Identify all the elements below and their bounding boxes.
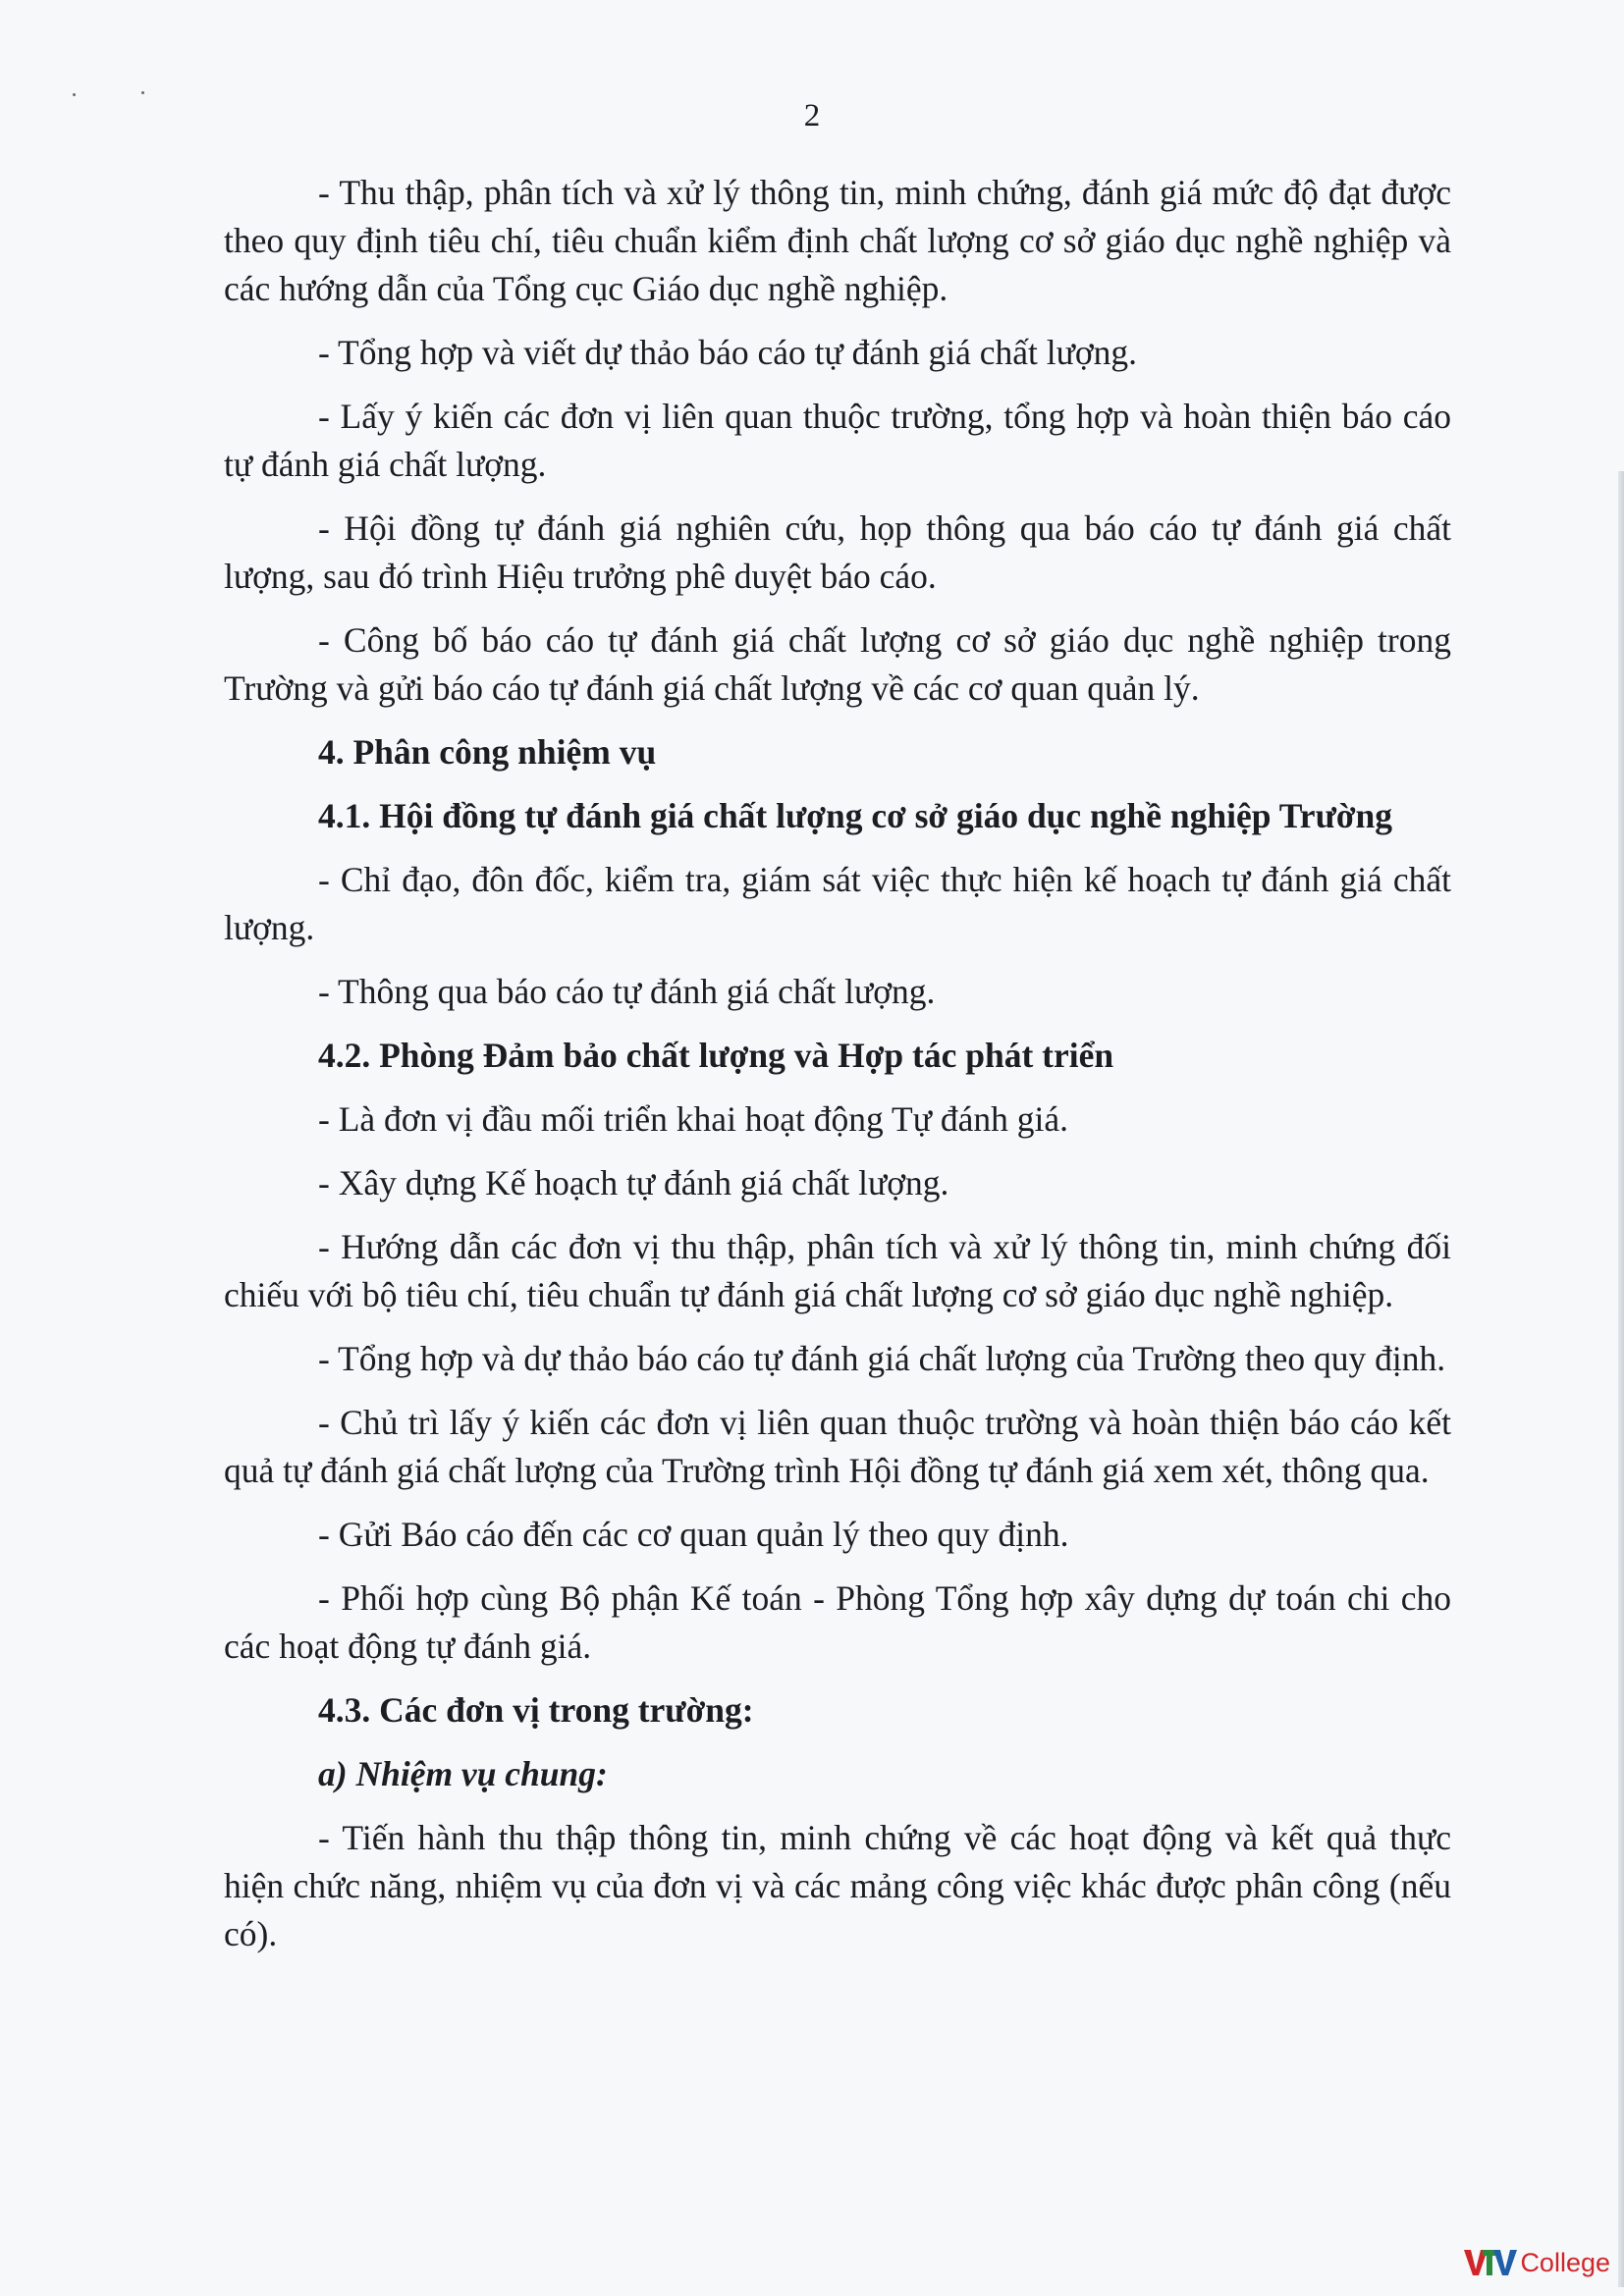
logo-text: College bbox=[1520, 2247, 1610, 2277]
paragraph: - Gửi Báo cáo đến các cơ quan quản lý theo quy định. bbox=[318, 1515, 1069, 1554]
paragraph: - Tổng hợp và viết dự thảo báo cáo tự đánh giá chất lượng. bbox=[318, 333, 1137, 372]
section-heading: 4.3. Các đơn vị trong trường: bbox=[318, 1690, 754, 1730]
paragraph: - Tổng hợp và dự thảo báo cáo tự đánh giá chất lượng của Trường theo quy định. bbox=[318, 1339, 1446, 1378]
paragraph: - Là đơn vị đầu mối triển khai hoạt động Tự đánh giá. bbox=[318, 1099, 1068, 1139]
section-heading: 4. Phân công nhiệm vụ bbox=[318, 732, 657, 772]
paragraph: - Chỉ đạo, đôn đốc, kiểm tra, giám sát việc thực hiện kế hoạch tự đánh giá chất lượng. bbox=[224, 860, 1451, 947]
scan-edge bbox=[1618, 471, 1624, 2287]
scan-speck bbox=[73, 93, 76, 96]
section-heading: 4.2. Phòng Đảm bảo chất lượng và Hợp tác phát triển bbox=[318, 1036, 1114, 1075]
scan-speck bbox=[141, 91, 144, 94]
paragraph: - Chủ trì lấy ý kiến các đơn vị liên quan thuộc trường và hoàn thiện báo cáo kết quả tự đánh giá chất lượng của Trường trình Hội đồng tự đánh giá xem xét, thông qua. bbox=[224, 1403, 1451, 1490]
vtv-college-logo bbox=[1464, 2243, 1610, 2282]
paragraph: - Phối hợp cùng Bộ phận Kế toán - Phòng Tổng hợp xây dựng dự toán chi cho các hoạt động tự đánh giá. bbox=[224, 1578, 1451, 1666]
section-heading: 4.1. Hội đồng tự đánh giá chất lượng cơ sở giáo dục nghề nghiệp Trường bbox=[318, 796, 1393, 835]
vtv-mark-icon bbox=[1464, 2248, 1517, 2277]
paragraph: - Lấy ý kiến các đơn vị liên quan thuộc trường, tổng hợp và hoàn thiện báo cáo tự đánh giá chất lượng. bbox=[224, 397, 1451, 484]
paragraph: - Hội đồng tự đánh giá nghiên cứu, họp thông qua báo cáo tự đánh giá chất lượng, sau đó trình Hiệu trưởng phê duyệt báo cáo. bbox=[224, 508, 1451, 596]
paragraph: - Xây dựng Kế hoạch tự đánh giá chất lượng. bbox=[318, 1163, 949, 1202]
paragraph: - Thông qua báo cáo tự đánh giá chất lượng. bbox=[318, 972, 936, 1011]
paragraph: - Thu thập, phân tích và xử lý thông tin, minh chứng, đánh giá mức độ đạt được theo quy định tiêu chí, tiêu chuẩn kiểm định chất lượng cơ sở giáo dục nghề nghiệp và các hướng dẫn của Tổng cục Giáo dục nghề nghiệp. bbox=[224, 173, 1451, 308]
paragraph: - Tiến hành thu thập thông tin, minh chứng về các hoạt động và kết quả thực hiện chức năng, nhiệm vụ của đơn vị và các mảng công việc khác được phân công (nếu có). bbox=[224, 1818, 1451, 1953]
sub-heading: a) Nhiệm vụ chung: bbox=[318, 1754, 608, 1793]
page-number: 2 bbox=[803, 98, 821, 133]
document-body bbox=[224, 169, 1451, 1974]
paragraph: - Hướng dẫn các đơn vị thu thập, phân tích và xử lý thông tin, minh chứng đối chiếu với bộ tiêu chí, tiêu chuẩn tự đánh giá chất lượng cơ sở giáo dục nghề nghiệp. bbox=[224, 1227, 1451, 1314]
paragraph: - Công bố báo cáo tự đánh giá chất lượng cơ sở giáo dục nghề nghiệp trong Trường và gửi báo cáo tự đánh giá chất lượng về các cơ quan quản lý. bbox=[224, 620, 1451, 708]
